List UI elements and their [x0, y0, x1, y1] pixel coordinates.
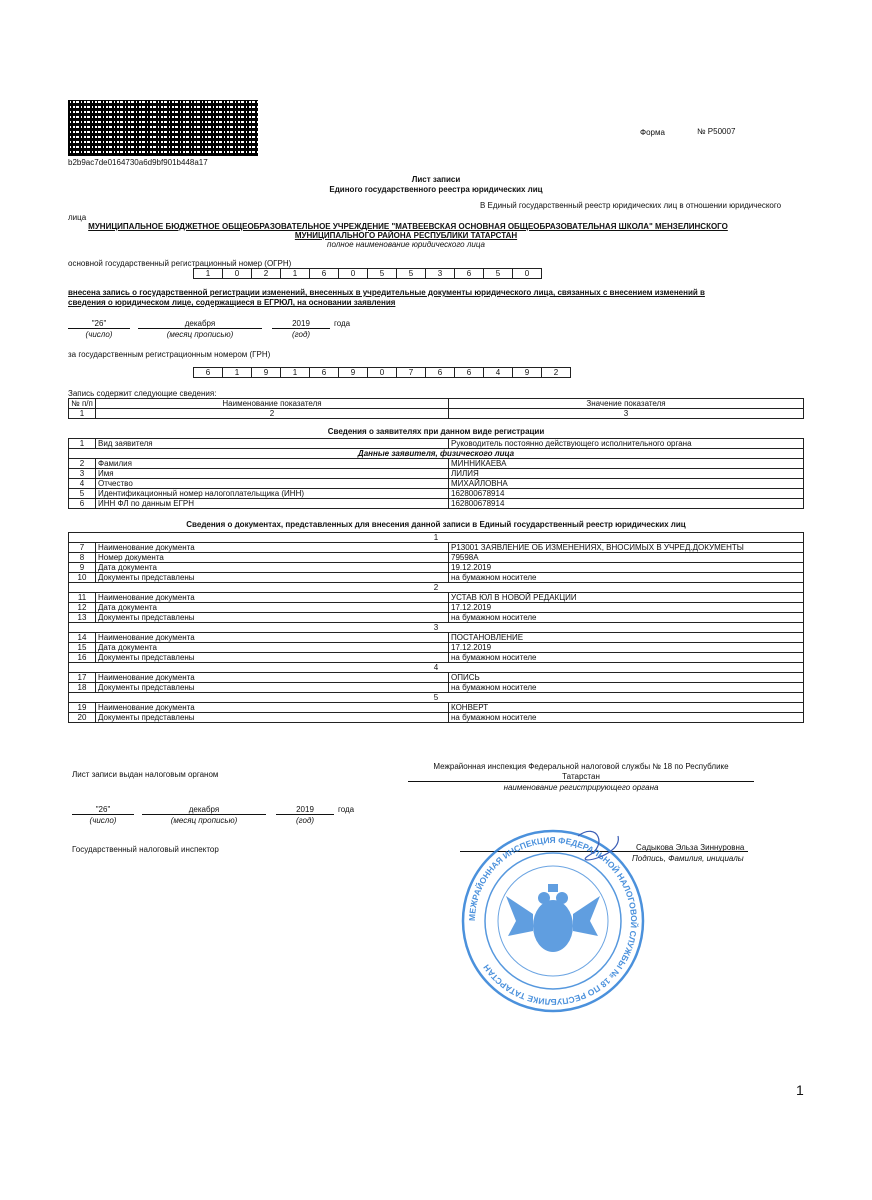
document-group-row [69, 623, 804, 633]
date1-year-word: года [334, 319, 351, 328]
row-number: 4 [69, 479, 96, 489]
issued-label: Лист записи выдан налоговым органом [72, 770, 219, 779]
header-value-index: 3 [449, 409, 804, 419]
applicant-type-num: 1 [69, 439, 96, 449]
row-value: МИННИКАЕВА [449, 459, 804, 469]
row-value: ЛИЛИЯ [449, 469, 804, 479]
grn-digit: 6 [309, 367, 339, 378]
ogrn-digit: 3 [425, 268, 455, 279]
form-label: Форма [640, 128, 665, 137]
grn-digit: 9 [251, 367, 281, 378]
table-row [69, 593, 804, 603]
document-group-number: 2 [69, 583, 804, 593]
barcode-code: b2b9ac7de0164730a6d9bf901b448a17 [68, 158, 208, 167]
row-name: Наименование документа [96, 703, 449, 713]
row-name: Дата документа [96, 563, 449, 573]
document-group-number: 4 [69, 663, 804, 673]
row-value: ПОСТАНОВЛЕНИЕ [449, 633, 804, 643]
document-group-row [69, 533, 804, 543]
date1-cap-day: (число) [85, 330, 113, 339]
row-number: 3 [69, 469, 96, 479]
table-row [69, 603, 804, 613]
row-name: Документы представлены [96, 683, 449, 693]
table-row [69, 573, 804, 583]
row-number: 15 [69, 643, 96, 653]
header-value: Значение показателя [449, 399, 804, 409]
row-number: 5 [69, 489, 96, 499]
form-number: № Р50007 [697, 127, 736, 136]
table-row [69, 653, 804, 663]
row-value: МИХАЙЛОВНА [449, 479, 804, 489]
inspector-name: Садыкова Эльза Зиннуровна [636, 843, 745, 852]
row-value: на бумажном носителе [449, 573, 804, 583]
table-row [69, 543, 804, 553]
document-group-row [69, 663, 804, 673]
inspector-label: Государственный налоговый инспектор [72, 845, 219, 854]
row-number: 8 [69, 553, 96, 563]
inspector-caption: Подпись, Фамилия, инициалы [632, 854, 744, 863]
table-row [69, 643, 804, 653]
table-row [69, 489, 804, 499]
table-row [69, 553, 804, 563]
authority-line1: Межрайонная инспекция Федеральной налоговой службы № 18 по Республике [433, 762, 729, 771]
row-value: 17.12.2019 [449, 603, 804, 613]
ogrn-digit: 1 [193, 268, 223, 279]
ogrn-digit: 1 [280, 268, 310, 279]
table-row [69, 563, 804, 573]
row-number: 12 [69, 603, 96, 613]
page-number: 1 [796, 1082, 804, 1098]
row-number: 17 [69, 673, 96, 683]
title-line1: Лист записи [411, 175, 461, 184]
row-name: Фамилия [96, 459, 449, 469]
entity-word: лица [68, 213, 87, 222]
row-name: Номер документа [96, 553, 449, 563]
header-num-index: 1 [69, 409, 96, 419]
row-name: Наименование документа [96, 633, 449, 643]
entry-text-line2: сведения о юридическом лице, содержащиеся в ЕГРЮЛ, на основании заявления [68, 298, 396, 307]
row-value: Р13001 ЗАЯВЛЕНИЕ ОБ ИЗМЕНЕНИЯХ, ВНОСИМЫХ В УЧРЕД.ДОКУМЕНТЫ [449, 543, 804, 553]
row-number: 2 [69, 459, 96, 469]
row-name: Идентификационный номер налогоплательщика (ИНН) [96, 489, 449, 499]
grn-digit: 1 [222, 367, 252, 378]
header-name-index: 2 [96, 409, 449, 419]
official-stamp [458, 826, 648, 1016]
row-name: Документы представлены [96, 613, 449, 623]
row-value: ОПИСЬ [449, 673, 804, 683]
row-name: Имя [96, 469, 449, 479]
row-number: 16 [69, 653, 96, 663]
row-number: 18 [69, 683, 96, 693]
date2-year-word: года [338, 805, 355, 814]
header-name: Наименование показателя [96, 399, 449, 409]
row-value: на бумажном носителе [449, 713, 804, 723]
table-row [69, 499, 804, 509]
row-value: УСТАВ ЮЛ В НОВОЙ РЕДАКЦИИ [449, 593, 804, 603]
row-value: на бумажном носителе [449, 653, 804, 663]
eagle-emblem-icon [506, 884, 600, 952]
ogrn-digits [194, 268, 542, 279]
ogrn-digit: 6 [309, 268, 339, 279]
row-number: 11 [69, 593, 96, 603]
date2-cap-year: (год) [295, 816, 315, 825]
row-number: 9 [69, 563, 96, 573]
table-row [69, 469, 804, 479]
row-name: Наименование документа [96, 673, 449, 683]
entity-caption: полное наименование юридического лица [327, 240, 485, 249]
table-row [69, 613, 804, 623]
header-table [68, 398, 804, 419]
row-number: 20 [69, 713, 96, 723]
ogrn-digit: 5 [367, 268, 397, 279]
table-row [69, 673, 804, 683]
ogrn-label: основной государственный регистрационный номер (ОГРН) [68, 259, 292, 268]
row-number: 19 [69, 703, 96, 713]
table-row [69, 713, 804, 723]
grn-digit: 6 [425, 367, 455, 378]
row-value: 17.12.2019 [449, 643, 804, 653]
grn-digit: 9 [512, 367, 542, 378]
entity-name-line1: МУНИЦИПАЛЬНОЕ БЮДЖЕТНОЕ ОБЩЕОБРАЗОВАТЕЛЬНОЕ УЧРЕЖДЕНИЕ "МАТВЕЕВСКАЯ ОСНОВНАЯ ОБЩЕОБРАЗОВАТЕЛЬНАЯ ШКОЛА" МЕНЗЕЛИНСКОГО [88, 222, 728, 231]
table-row [69, 683, 804, 693]
authority-line2: Татарстан [408, 772, 754, 782]
row-name: Дата документа [96, 643, 449, 653]
row-name: Документы представлены [96, 653, 449, 663]
intro-text: В Единый государственный реестр юридических лиц в отношении юридического [480, 201, 782, 210]
row-name: Документы представлены [96, 573, 449, 583]
ogrn-digit: 2 [251, 268, 281, 279]
ogrn-digit: 0 [512, 268, 542, 279]
grn-digit: 1 [280, 367, 310, 378]
row-number: 10 [69, 573, 96, 583]
row-name: Наименование документа [96, 593, 449, 603]
documents-table [68, 532, 804, 723]
document-group-number: 5 [69, 693, 804, 703]
row-value: на бумажном носителе [449, 613, 804, 623]
row-value: 162800678914 [449, 489, 804, 499]
applicant-type-value: Руководитель постоянно действующего исполнительного органа [449, 439, 804, 449]
row-name: Дата документа [96, 603, 449, 613]
entry-text-line1: внесена запись о государственной регистрации изменений, внесенных в учредительные документы юридического лица, связанных с внесением изменений в [68, 288, 705, 297]
title-line2: Единого государственного реестра юридических лиц [329, 185, 543, 194]
document-group-number: 3 [69, 623, 804, 633]
row-value: 19.12.2019 [449, 563, 804, 573]
row-number: 6 [69, 499, 96, 509]
ogrn-digit: 5 [483, 268, 513, 279]
row-value: 79598А [449, 553, 804, 563]
stamp-text: МЕЖРАЙОННАЯ ИНСПЕКЦИЯ ФЕДЕРАЛЬНОЙ НАЛОГОВОЙ СЛУЖБЫ № 18 ПО РЕСПУБЛИКЕ ТАТАРСТАН [466, 834, 640, 1008]
date2-day: "26" [72, 805, 134, 815]
row-number: 7 [69, 543, 96, 553]
ogrn-digit: 0 [222, 268, 252, 279]
date1-day: "26" [68, 319, 130, 329]
applicant-subheader: Данные заявителя, физического лица [69, 449, 804, 459]
applicants-table [68, 438, 804, 509]
table-row [69, 459, 804, 469]
document-group-row [69, 583, 804, 593]
barcode-image [68, 100, 258, 156]
date2-cap-month: (месяц прописью) [170, 816, 238, 825]
row-name: ИНН ФЛ по данным ЕГРН [96, 499, 449, 509]
grn-digit: 2 [541, 367, 571, 378]
date2-cap-day: (число) [89, 816, 117, 825]
date1-cap-month: (месяц прописью) [166, 330, 234, 339]
date1-cap-year: (год) [291, 330, 311, 339]
row-name: Отчество [96, 479, 449, 489]
row-number: 13 [69, 613, 96, 623]
grn-digit: 9 [338, 367, 368, 378]
table-row [69, 703, 804, 713]
date2-year: 2019 [276, 805, 334, 815]
grn-digits [194, 367, 571, 378]
entity-name-line2: МУНИЦИПАЛЬНОГО РАЙОНА РЕСПУБЛИКИ ТАТАРСТАН [294, 231, 518, 240]
grn-digit: 0 [367, 367, 397, 378]
row-value: КОНВЕРТ [449, 703, 804, 713]
grn-digit: 6 [454, 367, 484, 378]
grn-label: за государственным регистрационным номером (ГРН) [68, 350, 271, 359]
date1-year: 2019 [272, 319, 330, 329]
authority-caption: наименование регистрирующего органа [503, 783, 659, 792]
table-row [69, 633, 804, 643]
header-num: № п/п [69, 399, 96, 409]
ogrn-digit: 0 [338, 268, 368, 279]
row-name: Документы представлены [96, 713, 449, 723]
grn-digit: 4 [483, 367, 513, 378]
date2-month: декабря [142, 805, 266, 815]
grn-digit: 6 [193, 367, 223, 378]
documents-title: Сведения о документах, представленных для внесения данной записи в Единый государственный реестр юридических лиц [186, 520, 686, 529]
applicant-type-name: Вид заявителя [96, 439, 449, 449]
document-group-number: 1 [69, 533, 804, 543]
applicants-title: Сведения о заявителях при данном виде регистрации [327, 427, 545, 436]
row-name: Наименование документа [96, 543, 449, 553]
table-row [69, 479, 804, 489]
row-value: 162800678914 [449, 499, 804, 509]
grn-digit: 7 [396, 367, 426, 378]
ogrn-digit: 5 [396, 268, 426, 279]
contains-label: Запись содержит следующие сведения: [68, 389, 217, 398]
row-number: 14 [69, 633, 96, 643]
document-group-row [69, 693, 804, 703]
row-value: на бумажном носителе [449, 683, 804, 693]
ogrn-digit: 6 [454, 268, 484, 279]
date1-month: декабря [138, 319, 262, 329]
